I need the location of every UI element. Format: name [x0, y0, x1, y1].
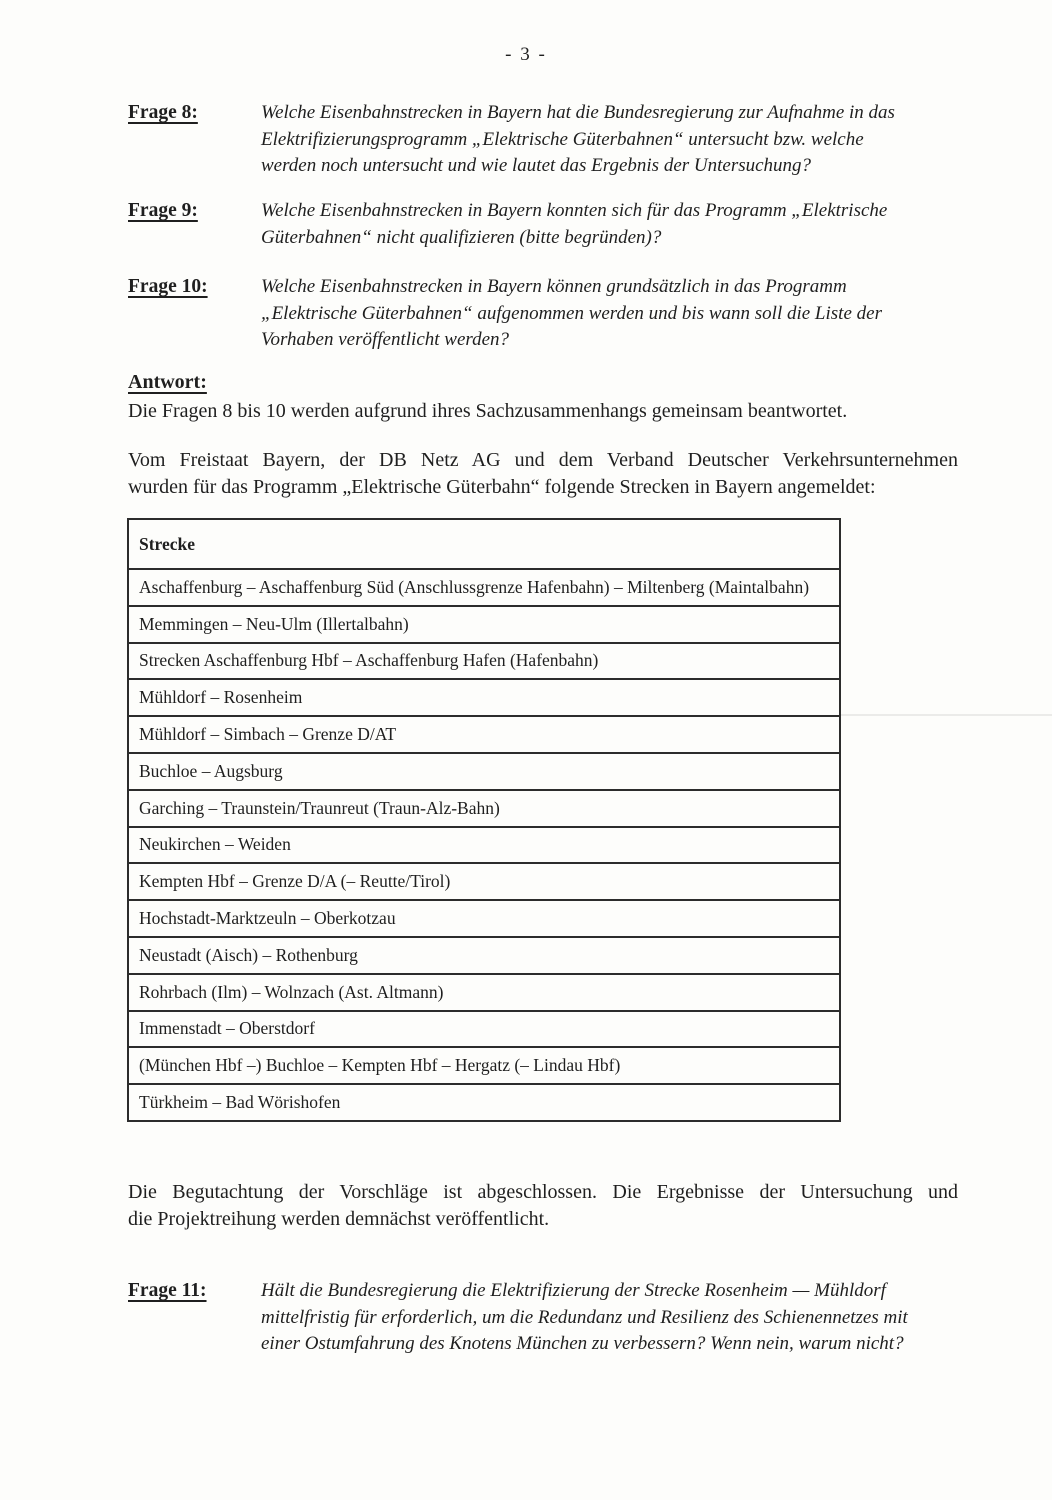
scan-artifact-line — [841, 714, 1052, 716]
table-cell-route: Neustadt (Aisch) – Rothenburg — [128, 937, 840, 974]
question-9-text — [261, 198, 951, 251]
table-row — [128, 643, 840, 680]
table-row — [128, 606, 840, 643]
table-header-cell-strecke: Strecke — [128, 519, 840, 569]
table-cell-route: Buchloe – Augsburg — [128, 753, 840, 790]
table-row — [128, 827, 840, 864]
table-row — [128, 1047, 840, 1084]
page-number: - 3 - — [505, 44, 547, 65]
question-9-line-1: Welche Eisenbahnstrecken in Bayern konnten sich für das Programm „Elektrische — [261, 200, 888, 221]
table-row — [128, 1084, 840, 1121]
question-10-line-2: „Elektrische Güterbahnen“ aufgenommen werden und bis wann soll die Liste der — [261, 302, 882, 324]
closing-line-2: die Projektreihung werden demnächst veröffentlicht. — [128, 1208, 550, 1230]
answer-routes-line-2: wurden für das Programm „Elektrische Güterbahn“ folgende Strecken in Bayern angemeldet: — [128, 476, 876, 498]
answer-intro-paragraph — [128, 398, 958, 425]
table-header-row — [128, 519, 840, 569]
table-cell-route: Mühldorf – Rosenheim — [128, 679, 840, 716]
table-row — [128, 863, 840, 900]
answer-heading: Antwort: — [128, 371, 207, 393]
question-10-text — [261, 274, 951, 354]
question-11-line-2: mittelfristig für erforderlich, um die Redundanz und Resilienz des Schienennetzes mit — [261, 1306, 908, 1328]
table-row — [128, 716, 840, 753]
table-row — [128, 937, 840, 974]
question-block-8 — [128, 100, 951, 180]
question-8-label: Frage 8: — [128, 102, 198, 123]
question-9-line-2: Güterbahnen“ nicht qualifizieren (bitte begründen)? — [261, 226, 662, 248]
table-cell-route: Türkheim – Bad Wörishofen — [128, 1084, 840, 1121]
table-cell-route: Garching – Traunstein/Traunreut (Traun-Alz-Bahn) — [128, 790, 840, 827]
question-8-line-3: werden noch untersucht und wie lautet das Ergebnis der Untersuchung? — [261, 155, 812, 176]
question-8-text — [261, 100, 951, 180]
question-11-label: Frage 11: — [128, 1280, 207, 1301]
question-10-line-3: Vorhaben veröffentlicht werden? — [261, 329, 510, 350]
table-cell-route: Rohrbach (Ilm) – Wolnzach (Ast. Altmann) — [128, 974, 840, 1011]
table-cell-route: (München Hbf –) Buchloe – Kempten Hbf – Hergatz (– Lindau Hbf) — [128, 1047, 840, 1084]
question-11-line-1: Hält die Bundesregierung die Elektrifizierung der Strecke Rosenheim — Mühldorf — [261, 1280, 886, 1301]
table-cell-route: Kempten Hbf – Grenze D/A (– Reutte/Tirol) — [128, 863, 840, 900]
question-10-label: Frage 10: — [128, 276, 208, 297]
table-cell-route: Neukirchen – Weiden — [128, 827, 840, 864]
closing-paragraph — [128, 1179, 958, 1233]
question-8-line-1: Welche Eisenbahnstrecken in Bayern hat die Bundesregierung zur Aufnahme in das — [261, 102, 895, 123]
routes-table — [127, 518, 841, 1122]
answer-routes-paragraph — [128, 447, 958, 501]
question-10-line-1: Welche Eisenbahnstrecken in Bayern können grundsätzlich in das Programm — [261, 276, 847, 297]
question-8-line-2: Elektrifizierungsprogramm „Elektrische Güterbahnen“ untersucht bzw. welche — [261, 128, 864, 150]
table-row — [128, 679, 840, 716]
table-row — [128, 790, 840, 827]
table-cell-route: Memmingen – Neu-Ulm (Illertalbahn) — [128, 606, 840, 643]
table-row — [128, 900, 840, 937]
question-block-10 — [128, 274, 951, 354]
table-row — [128, 753, 840, 790]
answer-routes-line-1: Vom Freistaat Bayern, der DB Netz AG und dem Verband Deutscher Verkehrsunternehmen — [128, 449, 958, 471]
table-cell-route: Hochstadt-Marktzeuln – Oberkotzau — [128, 900, 840, 937]
closing-line-1: Die Begutachtung der Vorschläge ist abgeschlossen. Die Ergebnisse der Untersuchung und — [128, 1181, 958, 1203]
question-block-11 — [128, 1278, 951, 1358]
table-cell-route: Immenstadt – Oberstdorf — [128, 1011, 840, 1048]
table-row — [128, 569, 840, 606]
answer-intro-line: Die Fragen 8 bis 10 werden aufgrund ihres Sachzusammenhangs gemeinsam beantwortet. — [128, 400, 848, 422]
table-cell-route: Strecken Aschaffenburg Hbf – Aschaffenburg Hafen (Hafenbahn) — [128, 643, 840, 680]
table-cell-route: Mühldorf – Simbach – Grenze D/AT — [128, 716, 840, 753]
table-row — [128, 1011, 840, 1048]
question-9-label: Frage 9: — [128, 200, 198, 221]
table-row — [128, 974, 840, 1011]
table-cell-route: Aschaffenburg – Aschaffenburg Süd (Anschlussgrenze Hafenbahn) – Miltenberg (Maintalbahn) — [128, 569, 840, 606]
question-11-line-3: einer Ostumfahrung des Knotens München zu verbessern? Wenn nein, warum nicht? — [261, 1333, 904, 1354]
question-11-text — [261, 1278, 951, 1358]
question-block-9 — [128, 198, 951, 251]
